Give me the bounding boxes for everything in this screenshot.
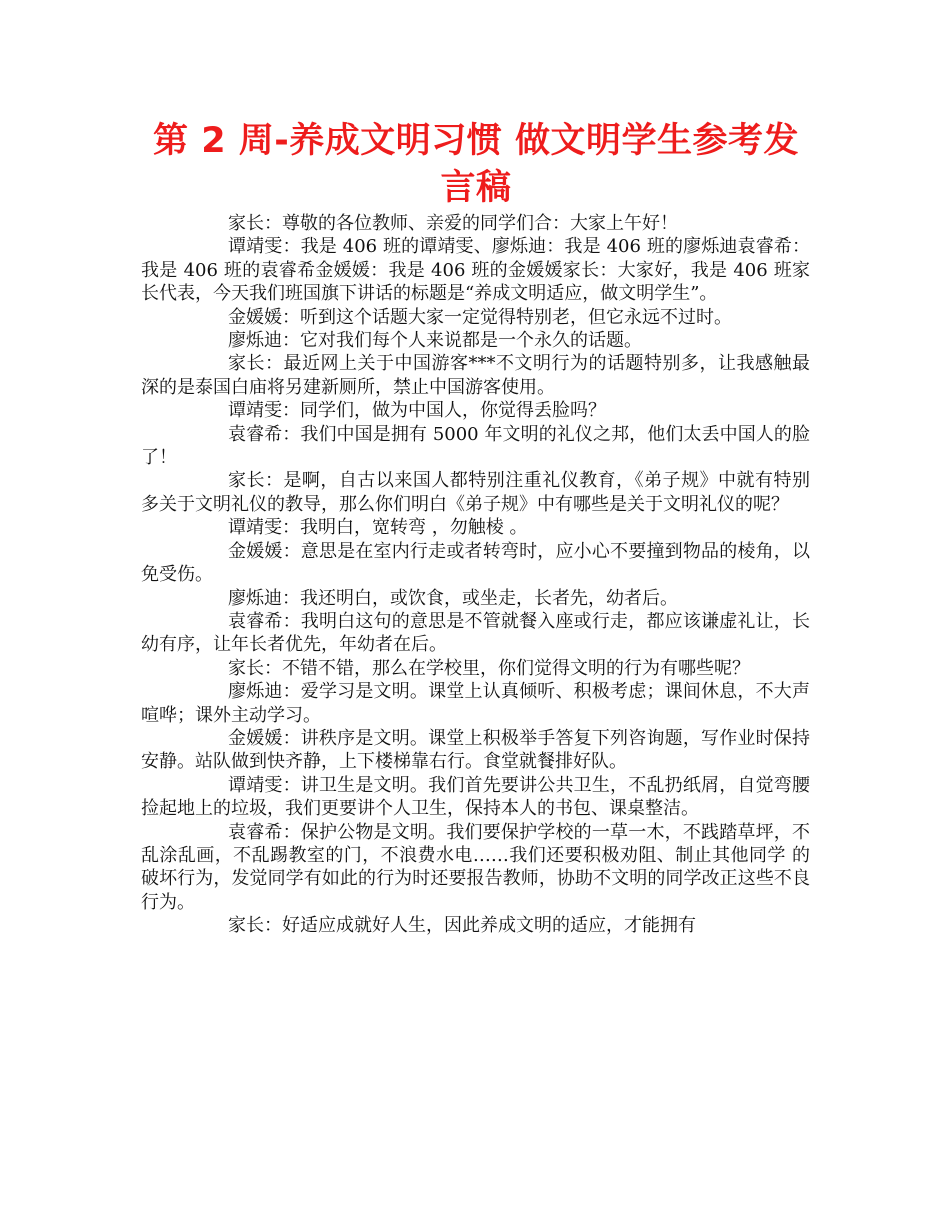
paragraph: 谭靖雯：讲卫生是文明。我们首先要讲公共卫生，不乱扔纸屑，自觉弯腰捡起地上的垃圾，我们更要讲个人卫生，保持本人的书包、课桌整洁。 <box>141 774 810 820</box>
paragraph: 廖烁迪：我还明白，或饮食，或坐走，长者先，幼者后。 <box>228 587 678 609</box>
paragraph: 袁睿希：我明白这句的意思是不管就餐入座或行走，都应该谦虚礼让，长幼有序，让年长者优先，年幼者在后。 <box>141 610 810 656</box>
paragraph: 家长：是啊，自古以来国人都特别注重礼仪教育，《弟子规》中就有特别多关于文明礼仪的教导，那么你们明白《弟子规》中有哪些是关于文明礼仪的呢？ <box>141 470 810 515</box>
paragraph: 谭靖雯：同学们，做为中国人，你觉得丢脸吗？ <box>228 400 606 422</box>
paragraph: 谭靖雯：我是 406 班的谭靖雯、廖烁迪：我是 406 班的廖烁迪袁睿希：我是 406 班的袁睿希金媛媛：我是 406 班的金媛媛家长：大家好，我是 406 班家长代表，今天我们班国旗下讲话的标题是“养成文明适应，做文明学生”。 <box>141 236 810 305</box>
paragraph: 金媛媛：讲秩序是文明。课堂上积极举手答复下列咨询题，写作业时保持安静。站队做到快齐静，上下楼梯靠右行。食堂就餐排好队。 <box>141 727 810 773</box>
document-body <box>141 212 810 938</box>
paragraph: 家长：最近网上关于中国游客***不文明行为的话题特别多，让我感触最深的是泰国白庙将另建新厕所，禁止中国游客使用。 <box>141 353 810 398</box>
document-title: 第 2 周-养成文明习惯 做文明学生参考发言稿 <box>153 121 799 208</box>
paragraph: 廖烁迪：爱学习是文明。课堂上认真倾听、积极考虑；课间休息，不大声喧哗；课外主动学习。 <box>141 681 810 726</box>
paragraph: 袁睿希：我们中国是拥有 5000 年文明的礼仪之邦，他们太丢中国人的脸了！ <box>141 423 810 469</box>
paragraph: 金媛媛：意思是在室内行走或者转弯时，应小心不要撞到物品的棱角，以免受伤。 <box>141 540 810 586</box>
paragraph: 金媛媛：听到这个话题大家一定觉得特别老，但它永远不过时。 <box>228 306 732 328</box>
paragraph: 谭靖雯：我明白，宽转弯 ，勿触棱 。 <box>228 517 528 539</box>
paragraph: 袁睿希：保护公物是文明。我们要保护学校的一草一木，不践踏草坪，不乱涂乱画，不乱踢教室的门，不浪费水电……我们还要积极劝阻、制止其他同学 的破坏行为，发觉同学有如此的行为时还要报告教师，协助不文明的同学改正这些不良行为。 <box>141 821 810 913</box>
paragraph: 家长：好适应成就好人生，因此养成文明的适应，才能拥有 <box>228 915 696 937</box>
paragraph: 廖烁迪：它对我们每个人来说都是一个永久的话题。 <box>228 330 642 352</box>
paragraph: 家长：不错不错，那么在学校里，你们觉得文明的行为有哪些呢？ <box>228 657 750 679</box>
paragraph: 家长：尊敬的各位教师、亲爱的同学们合：大家上午好！ <box>228 213 678 234</box>
